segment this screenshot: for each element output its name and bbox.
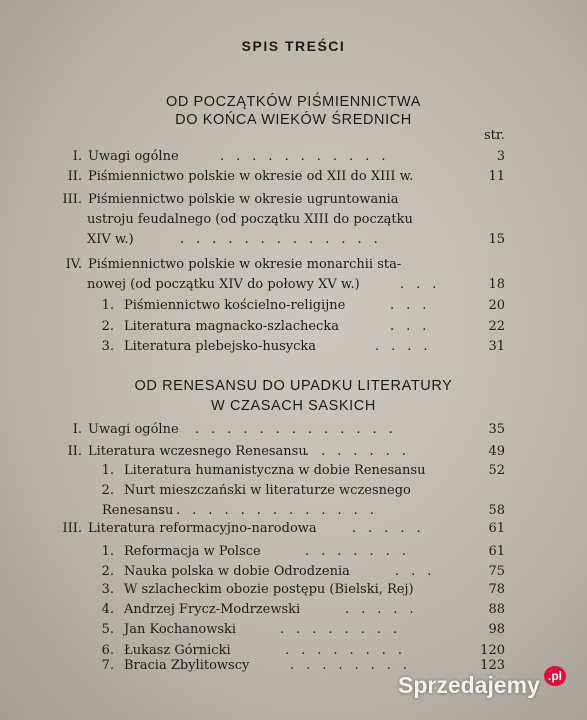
section1-heading-line2: DO KOŃCA WIEKÓW ŚREDNICH [175, 112, 412, 128]
leader-dots: ............. [180, 232, 390, 247]
toc-entry-number: I. [72, 149, 82, 164]
toc-entry-text: Literatura plebejsko-husycka [124, 339, 317, 354]
page-title: SPIS TREŚCI [241, 38, 346, 54]
toc-entry-number: 3. [101, 339, 114, 354]
leader-dots: ............. [195, 422, 405, 437]
toc-entry-page: 58 [488, 503, 505, 518]
leader-dots: ... [400, 277, 449, 292]
toc-entry-page: 98 [488, 622, 505, 637]
toc-entry-page: 31 [488, 339, 505, 354]
toc-entry-page: 61 [488, 544, 505, 559]
leader-dots: ........ [290, 658, 420, 673]
toc-entry-number: 3. [101, 582, 114, 597]
toc-entry-page: 49 [488, 444, 505, 459]
watermark-badge: .pl [544, 666, 566, 686]
toc-entry-page: 78 [488, 582, 505, 597]
toc-entry-text: Reformacja w Polsce [124, 544, 261, 559]
leader-dots: ....... [305, 444, 418, 459]
toc-entry-number: 1. [101, 298, 114, 313]
leader-dots: ... [390, 319, 439, 334]
toc-entry-text: Piśmiennictwo kościelno-religijne [124, 298, 346, 313]
toc-entry-text: Jan Kochanowski [124, 622, 237, 637]
toc-entry-number: 1. [101, 463, 114, 478]
toc-entry-page: 75 [488, 564, 505, 579]
toc-entry-number: 2. [101, 564, 114, 579]
toc-entry-number: IV. [65, 257, 82, 272]
toc-entry-number: III. [62, 192, 82, 207]
toc-entry-text: Literatura wczesnego Renesansu [88, 444, 307, 459]
leader-dots: .............. [160, 503, 386, 518]
toc-entry-page: 15 [488, 232, 505, 247]
leader-dots: ........ [280, 622, 410, 637]
leader-dots: .... [375, 339, 440, 354]
section2-heading-line2: W CZASACH SASKICH [211, 398, 376, 414]
toc-entry-text: nowej (od początku XIV do połowy XV w.) [87, 277, 360, 292]
toc-entry-text: Renesansu [102, 503, 174, 518]
toc-entry-page: 88 [488, 602, 505, 617]
toc-entry-text: Uwagi ogólne [88, 422, 179, 437]
page-column-label: str. [484, 128, 505, 143]
leader-dots: ... [390, 298, 439, 313]
toc-entry-text: Andrzej Frycz-Modrzewski [124, 602, 301, 617]
toc-entry-number: 6. [101, 643, 114, 658]
toc-entry-text: Bracia Zbylitowscy [124, 658, 250, 673]
toc-entry-number: 2. [101, 319, 114, 334]
leader-dots: ........... [220, 149, 398, 164]
toc-entry-text: Uwagi ogólne [88, 149, 179, 164]
toc-entry-number: 1. [101, 544, 114, 559]
leader-dots: ....... [305, 544, 418, 559]
toc-entry-number: 2. [101, 483, 114, 498]
toc-entry-text: Nurt mieszczański w literaturze wczesnego [124, 483, 411, 498]
section1-heading-line1: OD POCZĄTKÓW PIŚMIENNICTWA [165, 94, 422, 110]
toc-entry-text: XIV w.) [87, 232, 134, 247]
toc-entry-page: 123 [480, 658, 505, 673]
toc-entry-text: Łukasz Górnicki [124, 643, 231, 658]
toc-entry-number: 4. [101, 602, 114, 617]
toc-entry-text: Nauka polska w dobie Odrodzenia [124, 564, 350, 579]
toc-entry-page: 120 [480, 643, 505, 658]
toc-entry-page: 3 [496, 149, 505, 164]
toc-entry-text: W szlacheckim obozie postępu (Bielski, Rej) [124, 582, 414, 597]
leader-dots: ... [395, 564, 444, 579]
toc-entry-page: 18 [488, 277, 505, 292]
toc-entry-number: II. [67, 444, 82, 459]
toc-entry-page: 61 [488, 521, 505, 536]
toc-entry-text: Piśmiennictwo polskie w okresie od XII do XIII w. [88, 169, 414, 184]
toc-entry-page: 20 [488, 298, 505, 313]
toc-entry-page: 35 [488, 422, 505, 437]
section2-heading-line1: OD RENESANSU DO UPADKU LITERATURY [134, 378, 453, 394]
toc-entry-number: II. [67, 169, 82, 184]
toc-entry-text: Literatura reformacyjno-narodowa [88, 521, 317, 536]
watermark-text: Sprzedajemy [398, 672, 540, 698]
leader-dots: ..... [345, 602, 426, 617]
leader-dots: ........ [285, 643, 415, 658]
toc-entry-page: 22 [488, 319, 505, 334]
toc-entry-text: Literatura magnacko-szlachecka [124, 319, 339, 334]
toc-entry-page: 52 [488, 463, 505, 478]
toc-entry-text: ustroju feudalnego (od początku XIII do początku [87, 212, 413, 227]
toc-entry-text: Piśmiennictwo polskie w okresie ugruntowania [88, 192, 399, 207]
toc-entry-number: 7. [101, 658, 114, 673]
toc-entry-number: 5. [101, 622, 114, 637]
toc-entry-text: Piśmiennictwo polskie w okresie monarchii sta- [88, 257, 402, 272]
toc-entry-text: Literatura humanistyczna w dobie Renesansu [124, 463, 426, 478]
toc-entry-page: 11 [488, 169, 505, 184]
leader-dots: ..... [352, 521, 433, 536]
toc-entry-number: I. [72, 422, 82, 437]
toc-entry-number: III. [62, 521, 82, 536]
